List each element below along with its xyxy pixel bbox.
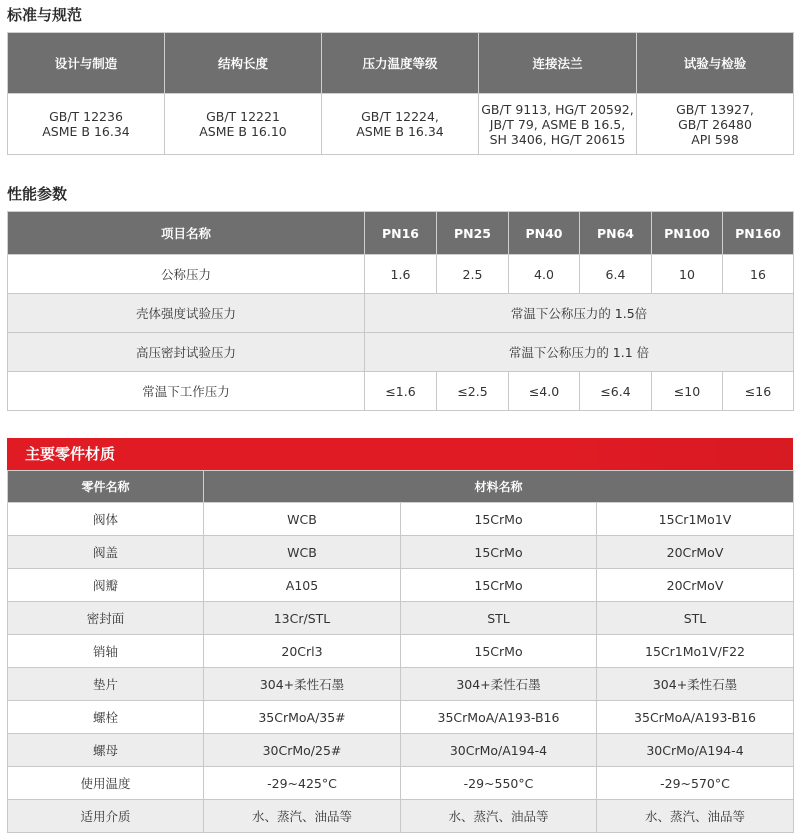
materials-row [8,569,794,602]
standards-header-cell: 试验与检验 [637,33,794,94]
performance-header-cell: PN64 [580,212,652,255]
standards-line: GB/T 12236 [49,109,123,124]
performance-value-cell: 6.4 [580,255,652,294]
performance-value-cell: 10 [652,255,723,294]
performance-value-cell: ≤4.0 [509,372,580,411]
materials-value-cell: -29~550°C [401,767,597,800]
materials-part-cell: 垫片 [8,668,204,701]
performance-label-cell: 高压密封试验压力 [8,333,365,372]
performance-value-cell: ≤2.5 [437,372,509,411]
materials-value-cell: 35CrMoA/A193-B16 [597,701,794,734]
materials-part-cell: 阀盖 [8,536,204,569]
standards-header-cell: 结构长度 [165,33,322,94]
standards-line: GB/T 13927, [676,101,754,117]
performance-header-cell: PN160 [723,212,794,255]
standards-cell-length [165,94,322,155]
standards-line: JB/T 79, ASME B 16.5, [489,116,626,132]
performance-row [8,372,794,411]
performance-header-cell: PN16 [365,212,437,255]
materials-part-cell: 阀体 [8,503,204,536]
performance-label-cell: 壳体强度试验压力 [8,294,365,333]
standards-title: 标准与规范 [7,6,83,24]
standards-cell-rating [322,94,479,155]
materials-part-cell: 螺母 [8,734,204,767]
standards-header-row [8,33,794,94]
performance-header-cell: PN40 [509,212,580,255]
standards-line: API 598 [691,131,739,147]
performance-value-cell: 1.6 [365,255,437,294]
performance-header-cell: PN100 [652,212,723,255]
materials-value-cell: 15Cr1Mo1V/F22 [597,635,794,668]
materials-value-cell: 304+柔性石墨 [597,668,794,701]
materials-row [8,800,794,833]
materials-row [8,767,794,800]
materials-value-cell: STL [401,602,597,635]
performance-value-cell: ≤1.6 [365,372,437,411]
performance-label-cell: 常温下工作压力 [8,372,365,411]
materials-part-cell: 适用介质 [8,800,204,833]
materials-value-cell: 304+柔性石墨 [401,668,597,701]
materials-value-cell: 13Cr/STL [204,602,401,635]
performance-table [7,211,794,411]
materials-value-cell: 水、蒸汽、油品等 [401,800,597,833]
materials-value-cell: 15CrMo [401,635,597,668]
standards-row [8,94,794,155]
materials-header-cell: 材料名称 [204,471,794,503]
performance-row [8,294,794,333]
standards-header-cell: 连接法兰 [479,33,637,94]
materials-value-cell: WCB [204,536,401,569]
materials-value-cell: A105 [204,569,401,602]
materials-part-cell: 使用温度 [8,767,204,800]
materials-row [8,734,794,767]
materials-value-cell: 30CrMo/A194-4 [597,734,794,767]
materials-value-cell: 15Cr1Mo1V [597,503,794,536]
performance-value-cell: 2.5 [437,255,509,294]
materials-row [8,701,794,734]
materials-value-cell: 35CrMoA/35# [204,701,401,734]
materials-part-cell: 密封面 [8,602,204,635]
standards-cell-flange [479,94,637,155]
performance-label-cell: 公称压力 [8,255,365,294]
performance-merged-cell: 常温下公称压力的 1.5倍 [365,294,794,333]
standards-header-cell: 设计与制造 [8,33,165,94]
materials-row [8,668,794,701]
materials-value-cell: 15CrMo [401,569,597,602]
standards-table [7,32,794,155]
materials-value-cell: 20CrMoV [597,536,794,569]
materials-part-cell: 销轴 [8,635,204,668]
materials-value-cell: WCB [204,503,401,536]
materials-body [8,503,794,833]
materials-value-cell: 水、蒸汽、油品等 [597,800,794,833]
materials-value-cell: 35CrMoA/A193-B16 [401,701,597,734]
materials-header-cell: 零件名称 [8,471,204,503]
materials-value-cell: 304+柔性石墨 [204,668,401,701]
performance-value-cell: 4.0 [509,255,580,294]
standards-cell-design [8,94,165,155]
performance-value-cell: ≤6.4 [580,372,652,411]
performance-value-cell: ≤16 [723,372,794,411]
materials-table [7,470,794,833]
standards-line: GB/T 12221 [206,109,280,124]
materials-value-cell: STL [597,602,794,635]
materials-value-cell: 水、蒸汽、油品等 [204,800,401,833]
materials-row [8,635,794,668]
standards-line: GB/T 26480 [678,116,752,132]
performance-header-row [8,212,794,255]
standards-line: GB/T 12224, [361,109,439,124]
materials-value-cell: -29~425°C [204,767,401,800]
standards-cell-testing [637,94,794,155]
standards-line: ASME B 16.34 [356,124,444,139]
performance-header-cell: 项目名称 [8,212,365,255]
materials-header-row [8,471,794,503]
performance-value-cell: ≤10 [652,372,723,411]
materials-part-cell: 螺栓 [8,701,204,734]
materials-row [8,602,794,635]
materials-value-cell: 30CrMo/A194-4 [401,734,597,767]
standards-line: ASME B 16.10 [199,124,287,139]
performance-merged-cell: 常温下公称压力的 1.1 倍 [365,333,794,372]
materials-value-cell: 20Crl3 [204,635,401,668]
materials-title-banner: 主要零件材质 [7,438,793,470]
materials-value-cell: 30CrMo/25# [204,734,401,767]
performance-value-cell: 16 [723,255,794,294]
materials-row [8,503,794,536]
standards-line: GB/T 9113, HG/T 20592, [481,101,634,117]
materials-value-cell: 15CrMo [401,536,597,569]
materials-value-cell: 20CrMoV [597,569,794,602]
performance-row [8,255,794,294]
standards-line: ASME B 16.34 [42,124,130,139]
performance-row [8,333,794,372]
performance-header-cell: PN25 [437,212,509,255]
materials-part-cell: 阀瓣 [8,569,204,602]
performance-title: 性能参数 [7,185,68,203]
standards-line: SH 3406, HG/T 20615 [489,131,626,147]
materials-row [8,536,794,569]
materials-value-cell: -29~570°C [597,767,794,800]
materials-value-cell: 15CrMo [401,503,597,536]
standards-header-cell: 压力温度等级 [322,33,479,94]
